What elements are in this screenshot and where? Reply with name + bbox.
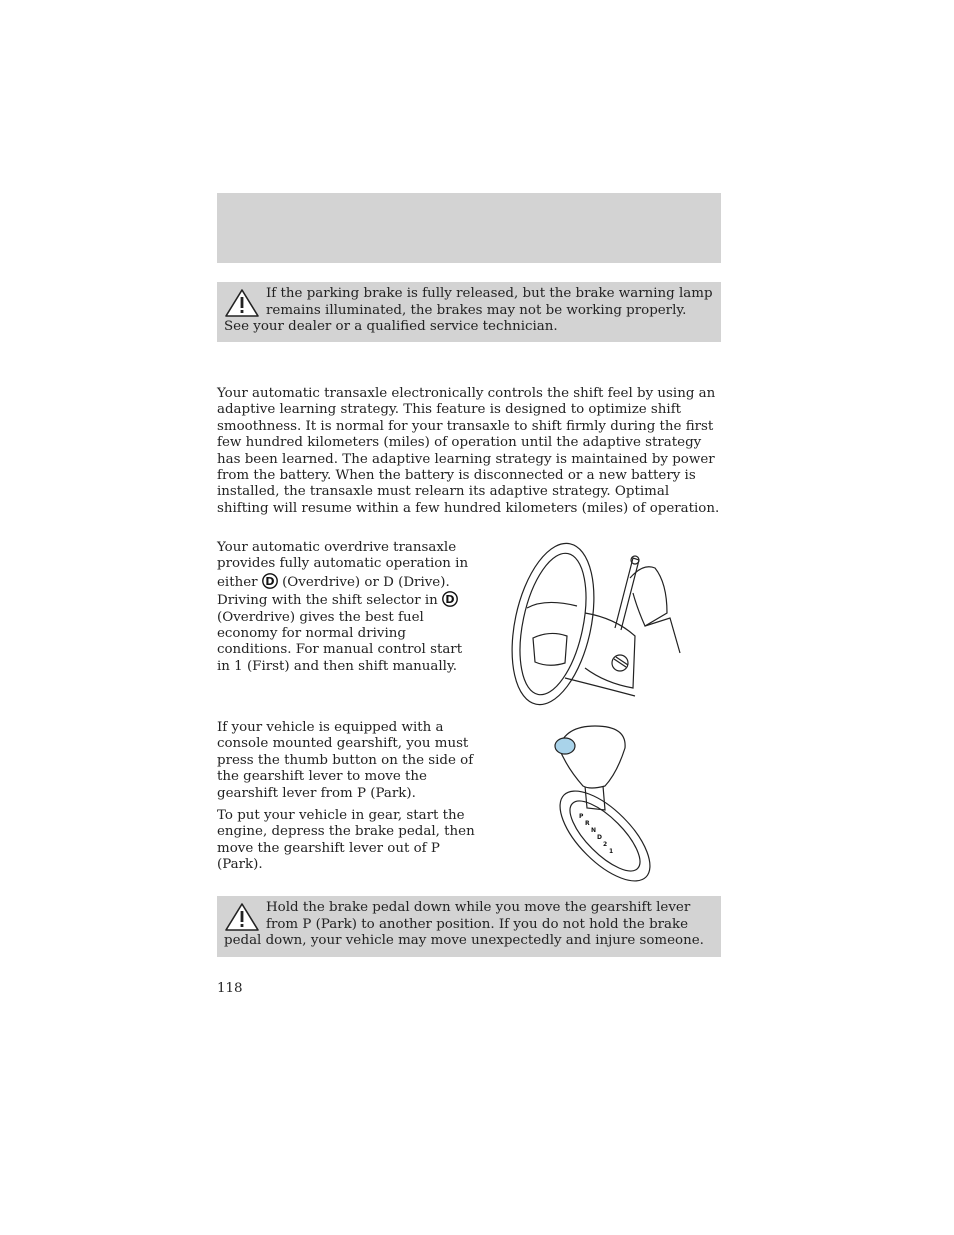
gate-label-1: 1 [609,848,614,855]
warning-box-parking-brake [217,282,721,342]
steering-column-shifter-illustration [505,538,695,708]
overdrive-paragraph [217,540,475,675]
overdrive-symbol-icon [262,573,278,589]
console-shift-paragraph: If your vehicle is equipped with a console mounted gearshift, you must press the thumb button on the side of the gearshift lever to move the gearshift lever from P (Park). [217,720,474,801]
overdrive-text-1: Your automatic overdrive transaxle provides fully automatic operation in either [217,540,469,590]
warning-triangle-icon [224,902,260,932]
page-number: 118 [217,981,243,996]
intro-paragraph: Your automatic transaxle electronically controls the shift feel by using an adaptive learning strategy. This feature is designed to optimize shift smoothness. It is normal for your transaxle to shift firmly during the first few hundred kilometers (miles) of operation until the adaptive strategy has been learned. The adaptive learning strategy is maintained by power from the battery. When the battery is disconnected or a new battery is installed, the transaxle must relearn its adaptive strategy. Optimal shifting will resume within a few hundred kilometers (miles) of operation. [217,386,720,516]
gate-label-r: R [585,820,590,827]
warning-triangle-icon [224,288,260,318]
warning-box-brake-pedal [217,896,721,957]
gate-label-d: D [597,834,602,841]
section-header-band [217,193,721,263]
svg-text:D: D [265,574,275,588]
overdrive-symbol-icon [442,591,458,607]
warning-text: Hold the brake pedal down while you move the gearshift lever from P (Park) to another position. If you do not hold the brake pedal down, your vehicle may move unexpectedly and injure someone. [224,900,704,948]
gate-label-n: N [591,827,597,834]
put-in-gear-paragraph: To put your vehicle in gear, start the engine, depress the brake pedal, then move the gearshift lever out of P (Park). [217,808,475,873]
gate-label-p: P [579,813,584,820]
overdrive-text-3: (Overdrive) gives the best fuel economy for normal driving conditions. For manual control start in 1 (First) and then shift manually. [217,609,463,674]
warning-text: If the parking brake is fully released, but the brake warning lamp remains illuminated, the brakes may not be working properly. See your dealer or a qualified service technician. [224,286,713,334]
overdrive-text-2: (Overdrive) or D (Drive). Driving with the shift selector in [217,574,450,609]
gate-label-2: 2 [603,841,608,848]
svg-text:D: D [445,593,455,607]
console-gearshift-illustration [545,718,665,883]
thumb-button-icon [555,738,575,754]
